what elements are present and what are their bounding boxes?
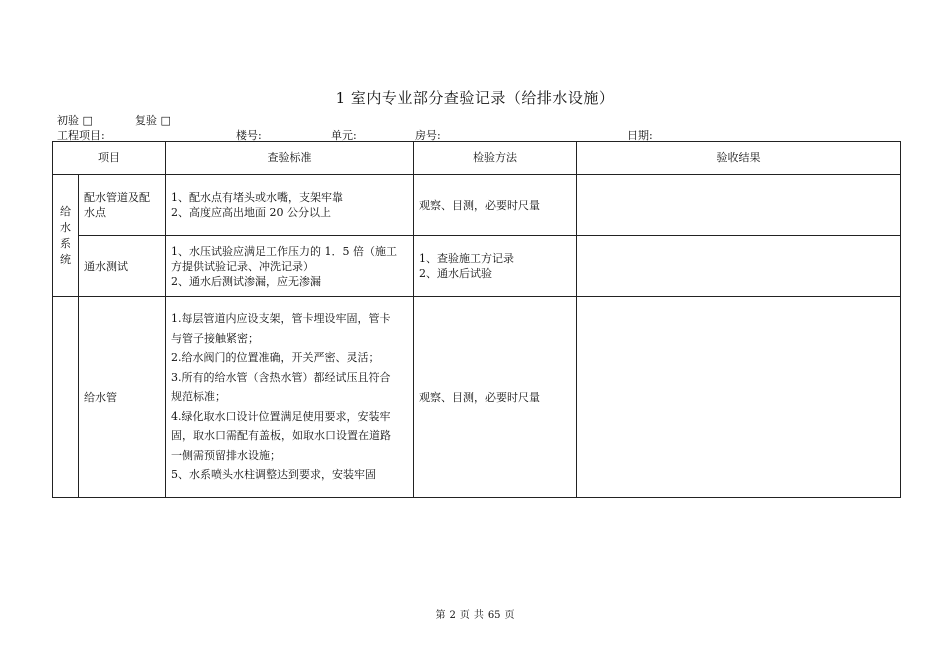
page-number: 2 — [449, 610, 456, 621]
info-row — [57, 127, 917, 141]
unit-label: 单元: — [331, 129, 357, 142]
item-standard: 1、水压试验应满足工作压力的 1．5 倍（施工 方提供试验记录、冲洗记录） 2、通水后测试渗漏，应无渗漏 — [166, 236, 414, 297]
item-result-cell[interactable] — [577, 236, 901, 297]
item-method: 观察、目测，必要时尺量 — [414, 297, 577, 498]
inspection-table — [52, 141, 901, 498]
header-result: 验收结果 — [577, 142, 901, 175]
group-water-supply-system: 给 水 系 统 — [53, 175, 79, 297]
item-standard: 1、配水点有堵头或水嘴，支架牢靠 2、高度应高出地面 20 公分以上 — [166, 175, 414, 236]
inspection-type-row — [57, 112, 171, 128]
item-standard: 1.每层管道内应设支架，管卡埋设牢固，管卡 与管子接触紧密； 2.给水阀门的位置准确，开关严密、灵活； 3.所有的给水管（含热水管）都经试压且符合 规范标准； 4.绿化取水口设计位置满足使用要求，安装牢 固，取水口需配有盖板，如取水口设置在道路 一侧需预留排水设施； 5、水系喷头水柱调整达到要求，安装牢固 — [166, 297, 414, 498]
table-row — [53, 297, 901, 498]
item-result-cell[interactable] — [577, 297, 901, 498]
date-label: 日期: — [627, 129, 653, 142]
recheck-inspection-checkbox[interactable]: 复验 □ — [135, 114, 171, 127]
item-method: 1、查验施工方记录 2、通水后试验 — [414, 236, 577, 297]
item-name: 给水管 — [79, 297, 166, 498]
total-pages: 65 — [487, 610, 501, 621]
initial-inspection-checkbox[interactable]: 初验 □ — [57, 114, 93, 127]
item-method: 观察、目测，必要时尺量 — [414, 175, 577, 236]
group-empty-cell — [53, 297, 79, 498]
project-label: 工程项目: — [57, 129, 105, 142]
table-row — [53, 236, 901, 297]
header-method: 检验方法 — [414, 142, 577, 175]
header-item: 项目 — [53, 142, 166, 175]
table-header-row — [53, 142, 901, 175]
page-title: 1 室内专业部分查验记录（给排水设施） — [335, 89, 615, 107]
building-label: 楼号: — [236, 129, 262, 142]
item-name: 通水测试 — [79, 236, 166, 297]
header-standard: 查验标准 — [166, 142, 414, 175]
item-result-cell[interactable] — [577, 175, 901, 236]
item-name: 配水管道及配 水点 — [79, 175, 166, 236]
room-label: 房号: — [415, 129, 441, 142]
page-footer: 第 2 页 共 65 页 — [435, 610, 515, 621]
table-row — [53, 175, 901, 236]
